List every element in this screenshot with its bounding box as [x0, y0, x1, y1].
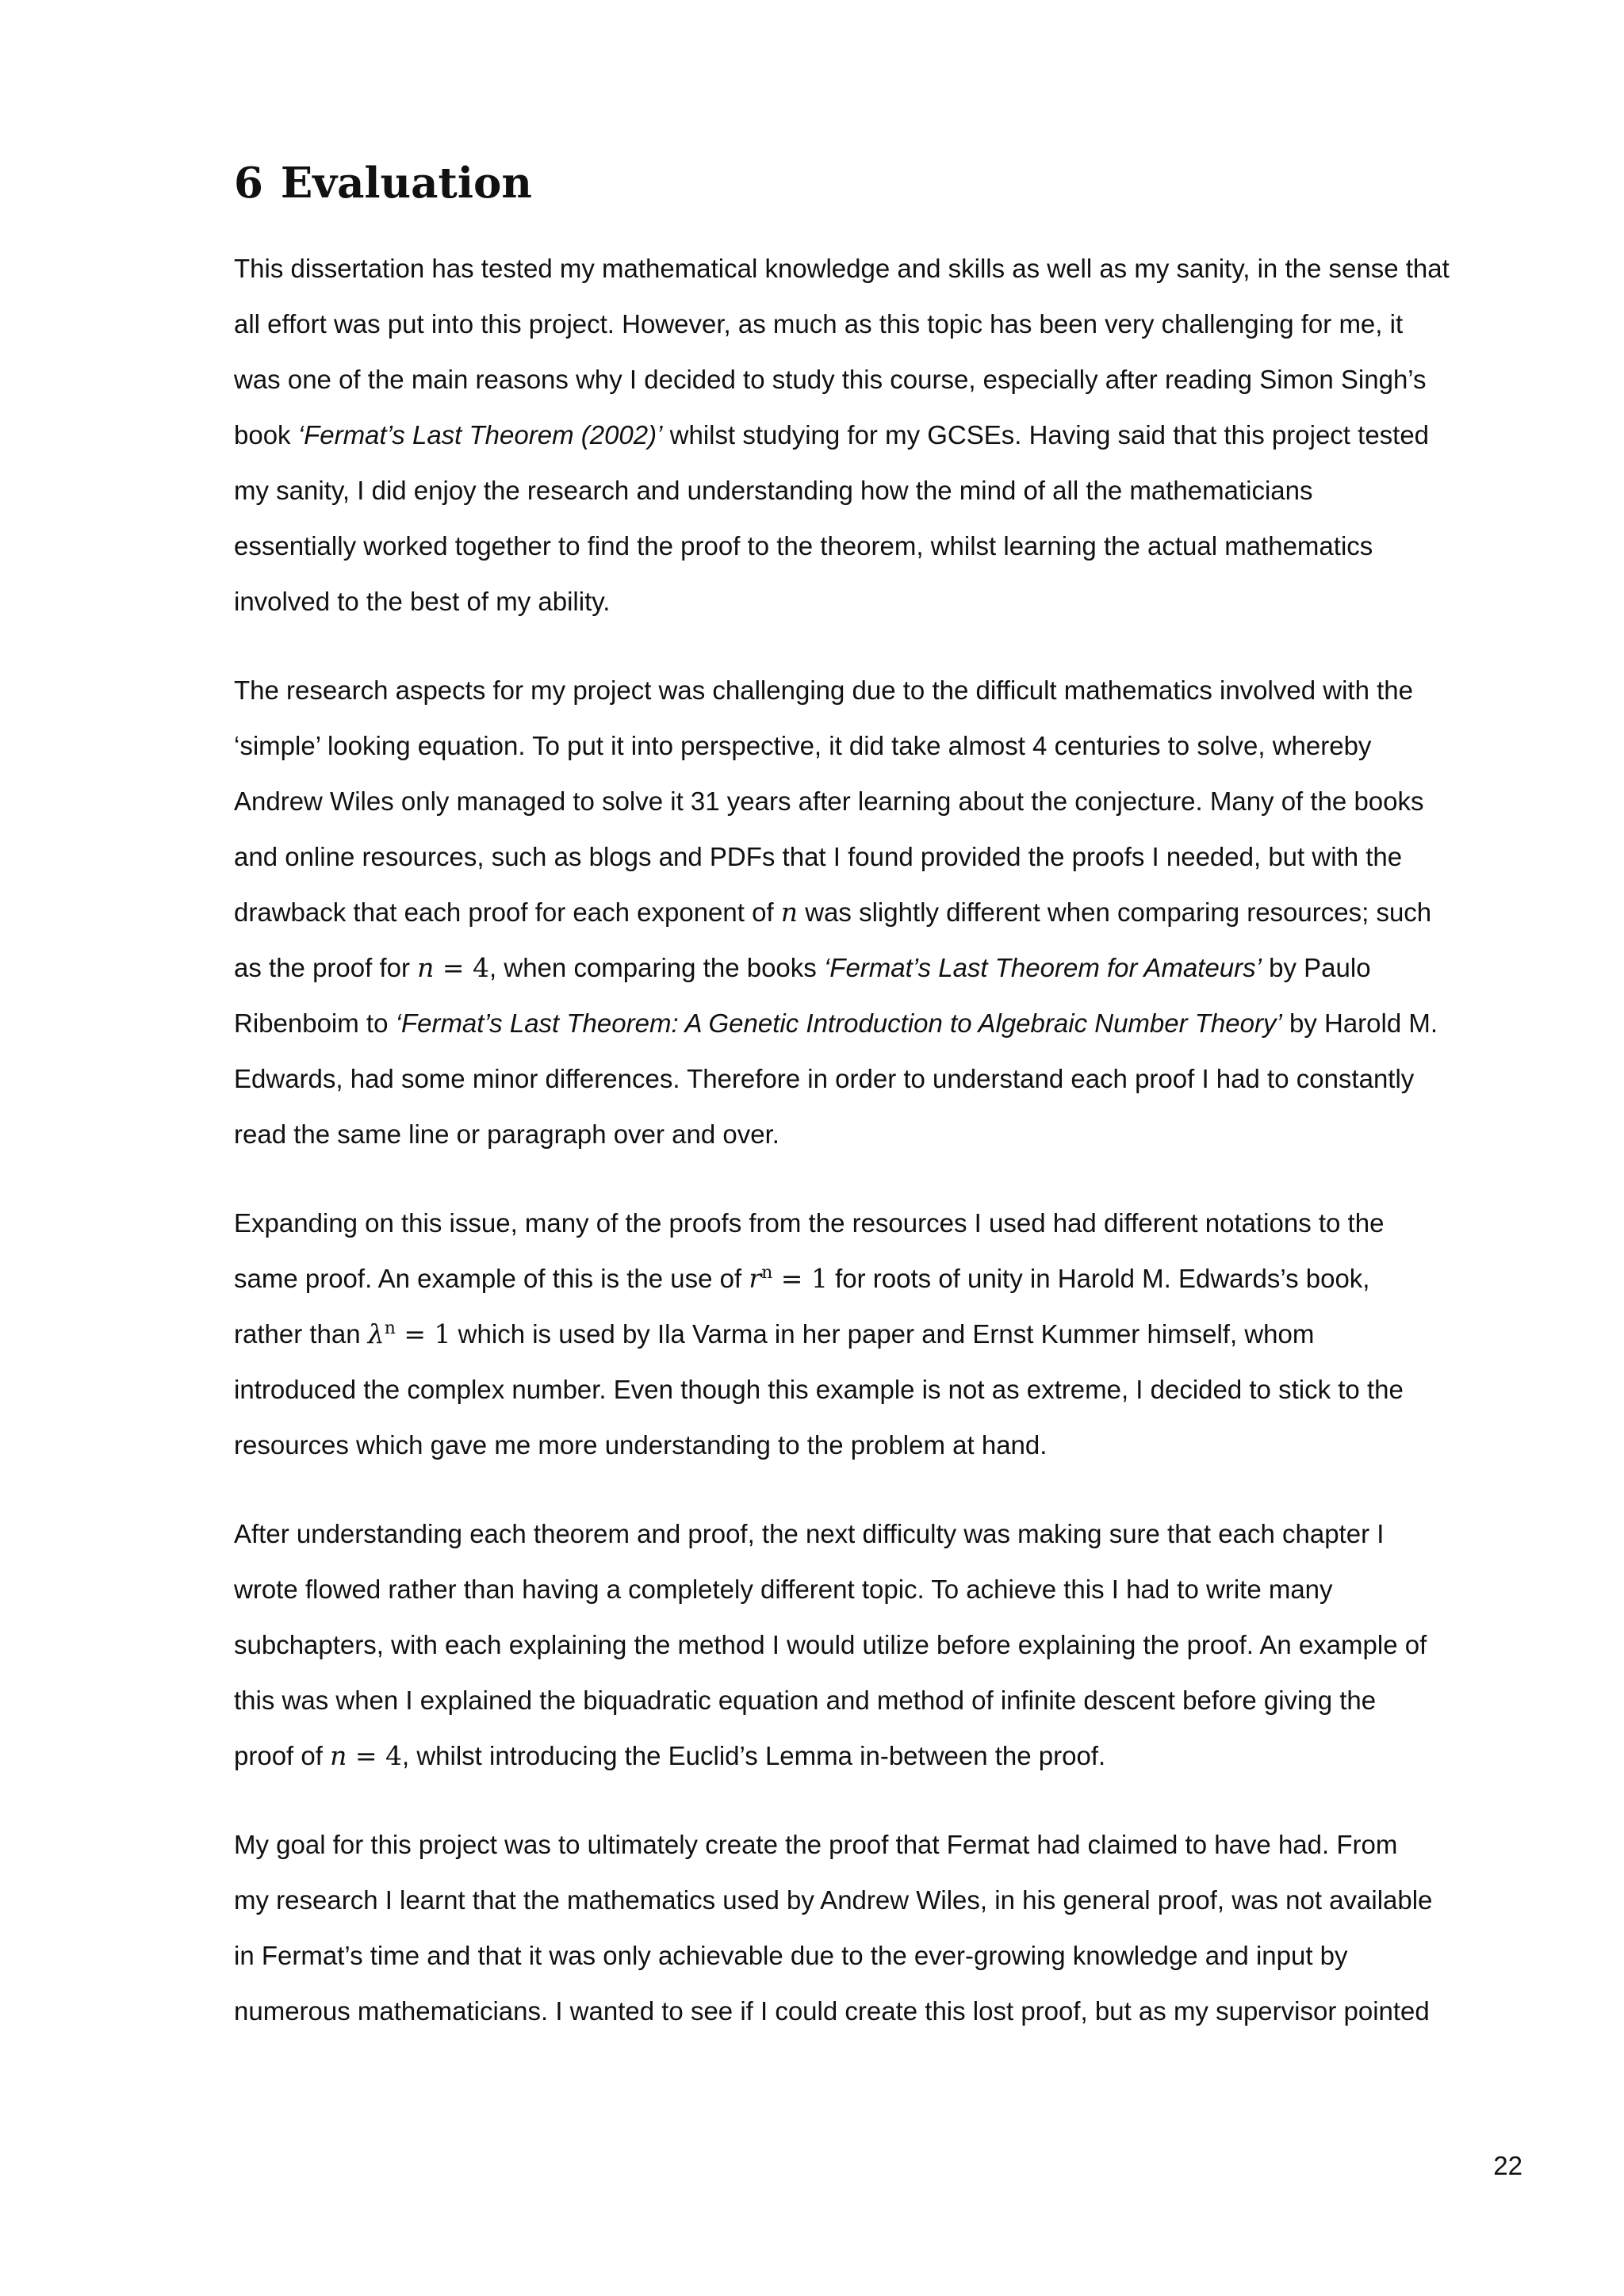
- text-line: and online resources, such as blogs and PDFs that I found provided the proofs I needed, but with the: [234, 842, 1403, 871]
- text-run: rather than: [234, 1319, 368, 1349]
- book-title: ‘Fermat’s Last Theorem: A Genetic Introduction to Algebraic Number Theory’: [395, 1008, 1282, 1038]
- text-line: ‘simple’ looking equation. To put it into perspective, it did take almost 4 centuries to solve, whereby: [234, 731, 1372, 760]
- math-variable: n: [780, 897, 799, 928]
- text-line: all effort was put into this project. However, as much as this topic has been very challenging for me, it: [234, 309, 1404, 339]
- text-line: After understanding each theorem and proof, the next difficulty was making sure that each chapter I: [234, 1519, 1385, 1548]
- paragraph: [234, 1196, 1526, 1473]
- document-body: [234, 241, 1526, 2072]
- text-line: read the same line or paragraph over and over.: [234, 1119, 779, 1149]
- text-run: Ribenboim to: [234, 1008, 396, 1038]
- text-run: drawback that each proof for each exponent of: [234, 897, 781, 927]
- math-variable: n: [330, 1740, 347, 1771]
- text-run: proof of: [234, 1741, 331, 1770]
- math-exponent: n: [384, 1318, 396, 1338]
- math-expression: [368, 1318, 451, 1349]
- text-line: [234, 885, 1526, 940]
- text-line: numerous mathematicians. I wanted to see if I could create this lost proof, but as my supervisor pointed: [234, 1996, 1430, 2026]
- text-run: whilst studying for my GCSEs. Having said that this project tested: [662, 420, 1430, 450]
- text-line: [234, 408, 1526, 463]
- text-line: Edwards, had some minor differences. Therefore in order to understand each proof I had to constantly: [234, 1064, 1415, 1093]
- text-run: , when comparing the books: [489, 953, 824, 982]
- math-rest: = 1: [395, 1318, 451, 1349]
- text-line: essentially worked together to find the proof to the theorem, whilst learning the actual mathematics: [234, 531, 1373, 561]
- text-line: subchapters, with each explaining the method I would utilize before explaining the proof. An example of: [234, 1630, 1427, 1659]
- text-run: was slightly different when comparing resources; such: [798, 897, 1432, 927]
- text-run: , whilst introducing the Euclid’s Lemma in-between the proof.: [401, 1741, 1106, 1770]
- math-rest: = 1: [772, 1263, 828, 1294]
- text-line: this was when I explained the biquadratic equation and method of infinite descent before giving the: [234, 1686, 1377, 1715]
- text-line: [234, 1307, 1526, 1362]
- text-line: was one of the main reasons why I decided to study this course, especially after reading Simon Singh’s: [234, 365, 1427, 394]
- book-title: ‘Fermat’s Last Theorem (2002)’: [297, 420, 663, 450]
- text-line: introduced the complex number. Even though this example is not as extreme, I decided to stick to the: [234, 1375, 1404, 1404]
- paragraph: [234, 663, 1526, 1162]
- math-variable: n: [417, 952, 435, 983]
- text-run: as the proof for: [234, 953, 418, 982]
- paragraph: [234, 1817, 1526, 2039]
- text-line: This dissertation has tested my mathematical knowledge and skills as well as my sanity, in the sense that: [234, 254, 1450, 283]
- text-line: [234, 1728, 1526, 1784]
- text-line: my research I learnt that the mathematics used by Andrew Wiles, in his general proof, was not available: [234, 1885, 1433, 1915]
- math-variable: λ: [367, 1318, 385, 1349]
- math-expression: [330, 1740, 402, 1771]
- text-line: involved to the best of my ability.: [234, 587, 611, 616]
- section-title: Evaluation: [280, 159, 532, 208]
- book-title: ‘Fermat’s Last Theorem for Amateurs’: [823, 953, 1262, 982]
- math-rest: = 4: [434, 952, 490, 983]
- section-number: 6: [234, 159, 263, 208]
- text-line: Andrew Wiles only managed to solve it 31 years after learning about the conjecture. Many of the books: [234, 786, 1424, 816]
- math-expression: [417, 952, 489, 983]
- paragraph: [234, 1506, 1526, 1784]
- paragraph: [234, 241, 1526, 629]
- text-line: [234, 996, 1526, 1051]
- text-run: by Paulo: [1261, 953, 1371, 982]
- text-line: wrote flowed rather than having a completely different topic. To achieve this I had to write many: [234, 1575, 1333, 1604]
- text-run: same proof. An example of this is the use of: [234, 1264, 749, 1293]
- text-run: which is used by Ila Varma in her paper and Ernst Kummer himself, whom: [450, 1319, 1315, 1349]
- section-heading: [234, 155, 532, 211]
- text-run: book: [234, 420, 298, 450]
- text-run: for roots of unity in Harold M. Edwards’s book,: [827, 1264, 1370, 1293]
- text-run: by Harold M.: [1281, 1008, 1438, 1038]
- text-line: in Fermat’s time and that it was only achievable due to the ever-growing knowledge and input by: [234, 1941, 1348, 1970]
- text-line: my sanity, I did enjoy the research and understanding how the mind of all the mathematicians: [234, 476, 1313, 505]
- math-expression: [781, 897, 798, 928]
- text-line: Expanding on this issue, many of the proofs from the resources I used had different notations to the: [234, 1208, 1385, 1238]
- math-variable: r: [749, 1263, 762, 1294]
- text-line: The research aspects for my project was challenging due to the difficult mathematics involved with the: [234, 675, 1413, 705]
- text-line: My goal for this project was to ultimately create the proof that Fermat had claimed to have had. From: [234, 1830, 1398, 1859]
- text-line: [234, 940, 1526, 996]
- math-expression: [749, 1263, 828, 1294]
- math-rest: = 4: [347, 1740, 402, 1771]
- math-exponent: n: [761, 1262, 773, 1283]
- text-line: resources which gave me more understanding to the problem at hand.: [234, 1430, 1048, 1460]
- page-number: 22: [1493, 2151, 1522, 2180]
- text-line: [234, 1251, 1526, 1307]
